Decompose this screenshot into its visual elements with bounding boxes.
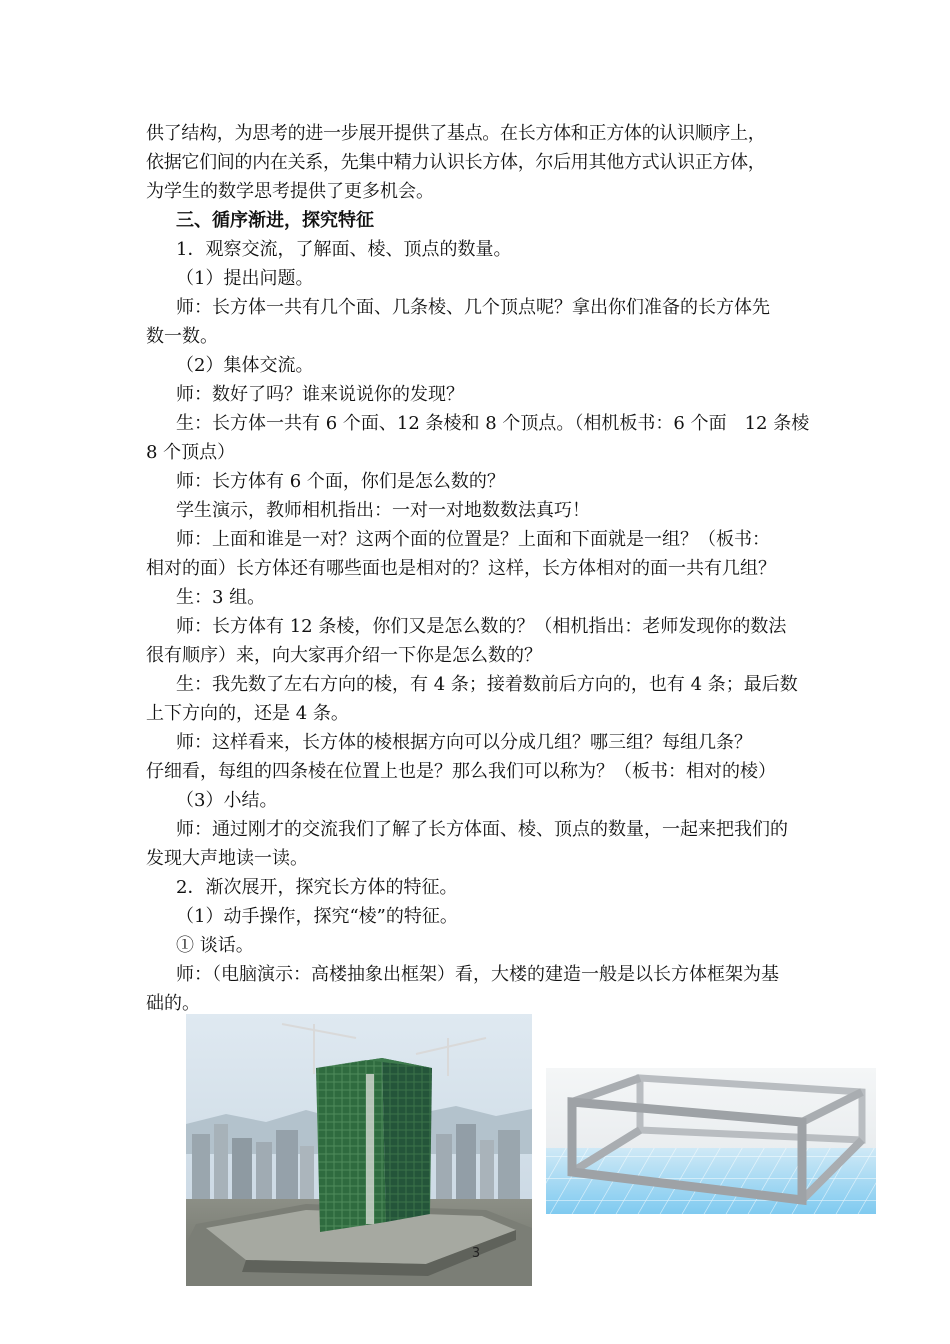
- paragraph-line: 上下方向的，还是 4 条。: [146, 703, 349, 724]
- step-heading: （1）动手操作，探究“棱”的特征。: [176, 906, 458, 927]
- page-number: 3: [471, 1246, 481, 1261]
- paragraph-line: 师：长方体有 12 条棱，你们又是怎么数的？（相机指出：老师发现你的数法: [176, 616, 787, 637]
- paragraph-line: 供了结构，为思考的进一步展开提供了基点。在长方体和正方体的认识顺序上，: [146, 123, 766, 144]
- paragraph-line: 学生演示，教师相机指出：一对一对地数数法真巧！: [176, 500, 590, 521]
- paragraph-line: 师：这样看来，长方体的棱根据方向可以分成几组？哪三组？每组几条？: [176, 732, 752, 753]
- paragraph-line: 仔细看，每组的四条棱在位置上也是？那么我们可以称为？（板书：相对的棱）: [146, 761, 776, 782]
- paragraph-line: 生：3 组。: [176, 587, 266, 608]
- paragraph-line: 生：长方体一共有 6 个面、12 条棱和 8 个顶点。（相机板书：6 个面 12 条棱: [176, 413, 810, 434]
- subsection-heading: 2．渐次展开，探究长方体的特征。: [176, 877, 458, 898]
- cuboid-frame-illustration: [546, 1068, 876, 1214]
- paragraph-line: 发现大声地读一读。: [146, 848, 308, 869]
- paragraph-line: 师：上面和谁是一对？这两个面的位置是？上面和下面就是一组？（板书：: [176, 529, 770, 550]
- paragraph-line: 依据它们间的内在关系，先集中精力认识长方体，尔后用其他方式认识正方体，: [146, 152, 766, 173]
- step-heading: ① 谈话。: [176, 935, 254, 956]
- paragraph-line: 师：长方体一共有几个面、几条棱、几个顶点呢？拿出你们准备的长方体先: [176, 297, 770, 318]
- paragraph-line: 础的。: [146, 993, 200, 1014]
- subsection-heading: 1．观察交流，了解面、棱、顶点的数量。: [176, 239, 512, 260]
- paragraph-line: 数一数。: [146, 326, 218, 347]
- step-heading: （1）提出问题。: [176, 268, 314, 289]
- paragraph-line: 很有顺序）来，向大家再介绍一下你是怎么数的？: [146, 645, 542, 666]
- paragraph-line: 为学生的数学思考提供了更多机会。: [146, 181, 434, 202]
- step-heading: （3）小结。: [176, 790, 278, 811]
- paragraph-line: 师：（电脑演示：高楼抽象出框架）看，大楼的建造一般是以长方体框架为基: [176, 964, 779, 985]
- paragraph-line: 8 个顶点）: [146, 442, 236, 463]
- step-heading: （2）集体交流。: [176, 355, 314, 376]
- paragraph-line: 相对的面）长方体还有哪些面也是相对的？这样，长方体相对的面一共有几组？: [146, 558, 776, 579]
- paragraph-line: 师：长方体有 6 个面，你们是怎么数的？: [176, 471, 505, 492]
- paragraph-line: 师：通过刚才的交流我们了解了长方体面、棱、顶点的数量，一起来把我们的: [176, 819, 788, 840]
- paragraph-line: 师：数好了吗？谁来说说你的发现？: [176, 384, 464, 405]
- section-heading: 三、循序渐进，探究特征: [176, 210, 374, 231]
- paragraph-line: 生：我先数了左右方向的棱，有 4 条；接着数前后方向的，也有 4 条；最后数: [176, 674, 798, 695]
